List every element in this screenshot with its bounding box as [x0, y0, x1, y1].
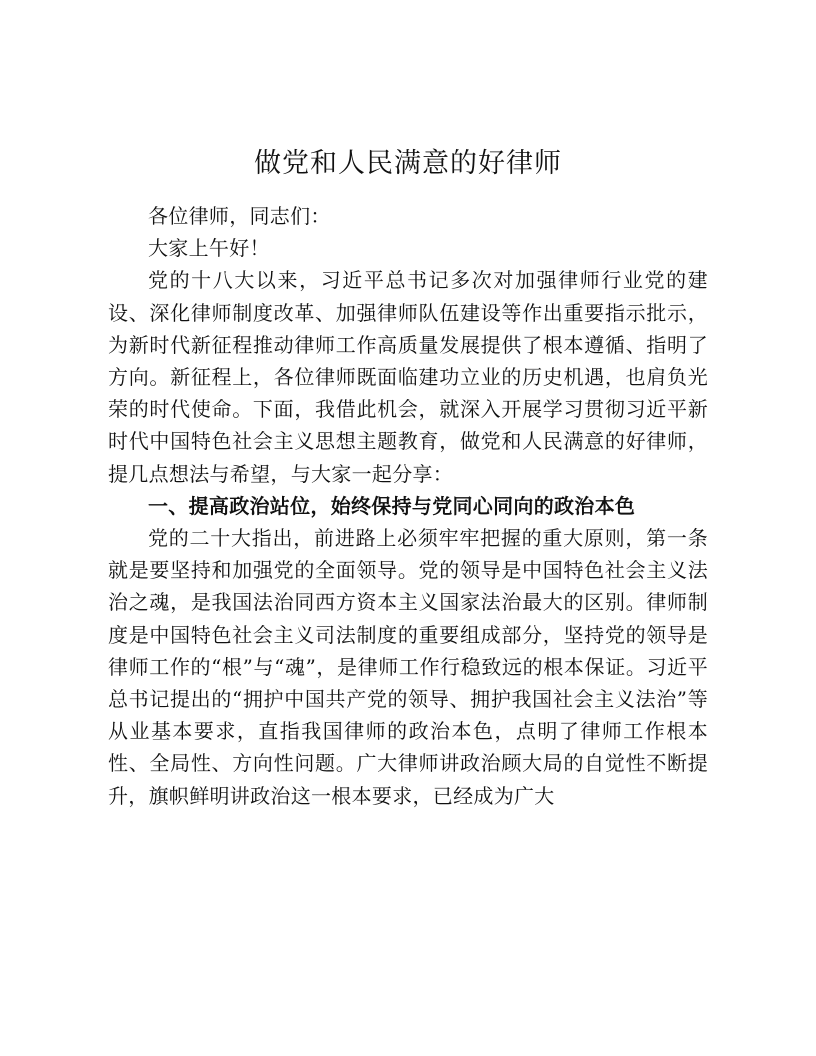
document-content — [108, 140, 708, 812]
section-heading: 一、提高政治站位，始终保持与党同心同向的政治本色 — [148, 493, 636, 518]
document-title: 做党和人民满意的好律师 — [254, 148, 562, 179]
salutation: 各位律师，同志们： — [148, 204, 331, 228]
intro-paragraph: 党的十八大以来，习近平总书记多次对加强律师行业党的建设、深化律师制度改革、加强律师队伍建设等作出重要指示批示，为新时代新征程推动律师工作高质量发展提供了根本遵循、指明了方向。新征程上，各位律师既面临建功立业的历史机遇，也肩负光荣的时代使命。下面，我借此机会，就深入开展学习贯彻习近平新时代中国特色社会主义思想主题教育，做党和人民满意的好律师，提几点想法与希望，与大家一起分享： — [108, 268, 708, 486]
greeting: 大家上午好！ — [148, 236, 270, 261]
document-body — [108, 200, 708, 812]
section-paragraph: 党的二十大指出，前进路上必须牢牢把握的重大原则，第一条就是要坚持和加强党的全面领导。党的领导是中国特色社会主义法治之魂，是我国法治同西方资本主义国家法治最大的区别。律师制度是中国特色社会主义司法制度的重要组成部分，坚持党的领导是律师工作的“根”与“魂”，是律师工作行稳致远的根本保证。习近平总书记提出的“拥护中国共产党的领导、拥护我国社会主义法治”等从业基本要求，直指我国律师的政治本色，点明了律师工作根本性、全局性、方向性问题。广大律师讲政治顾大局的自觉性不断提升，旗帜鲜明讲政治这一根本要求，已经成为广大 — [108, 526, 708, 808]
